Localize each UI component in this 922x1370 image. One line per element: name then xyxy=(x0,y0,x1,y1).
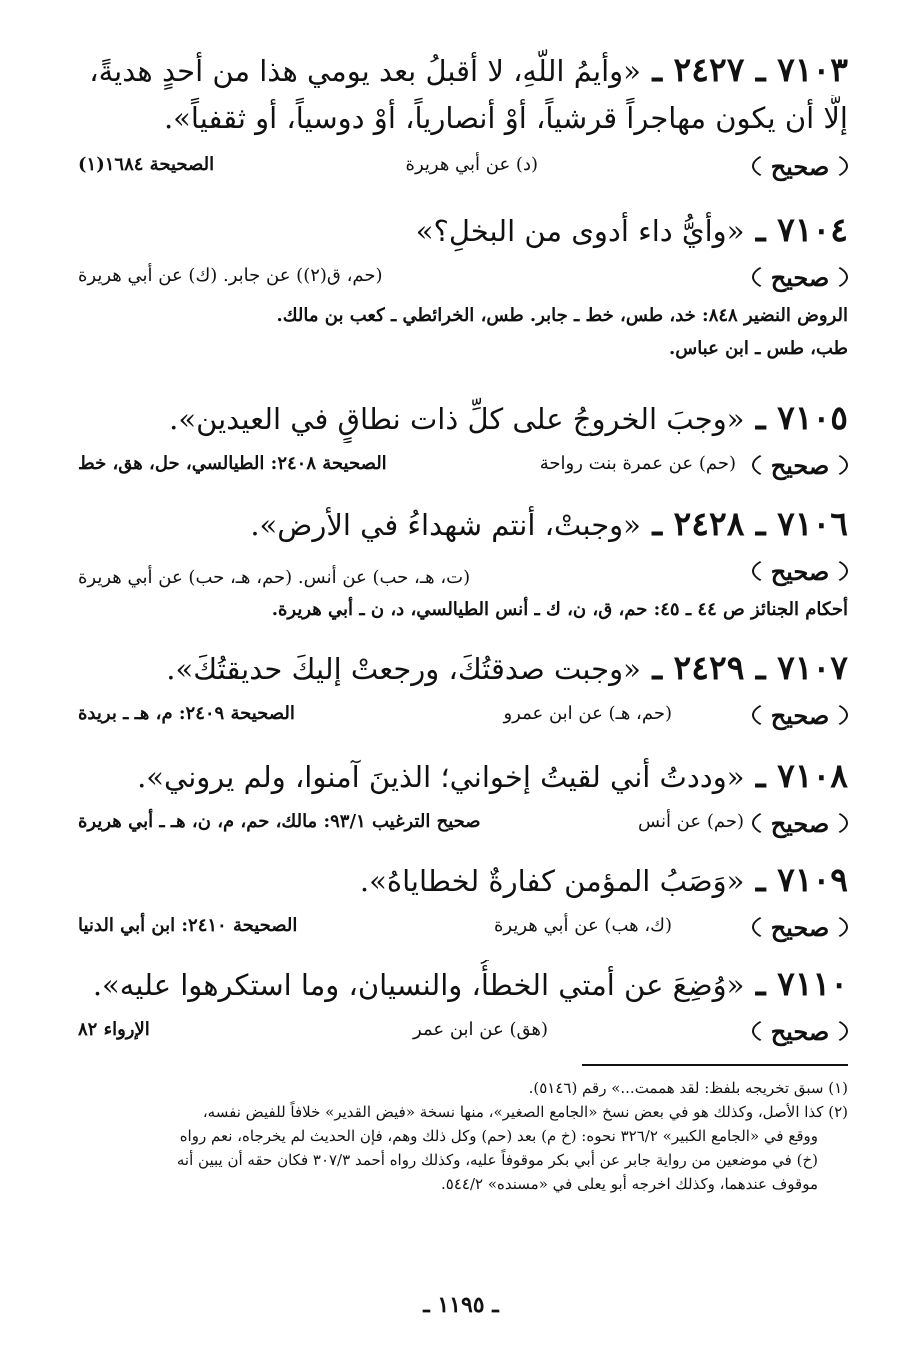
hadith-text-line: ٧١٠٦ ـ ٢٤٢٨ ـ «وجبتْ، أنتم شهداءُ في الأرض». xyxy=(250,504,848,543)
hadith-number: ٧١٠٨ ـ xyxy=(744,756,848,795)
hadith-text-line: إلَّا أن يكون مهاجراً قرشياً، أوْ أنصارياً، أوْ دوسياً، أو ثقفياً». xyxy=(163,101,848,135)
grade-badge: صحيح xyxy=(752,447,848,483)
hadith-entry-7108 xyxy=(78,752,848,845)
hadith-number: ٧١٠٦ ـ ٢٤٢٨ ـ xyxy=(640,504,848,543)
hadith-meta xyxy=(78,148,848,188)
hadith-source: (د) عن أبي هريرة xyxy=(405,154,538,175)
hadith-text-line: ٧١٠٩ ـ «وَصَبُ المؤمن كفارةٌ لخطاياهُ». xyxy=(359,860,848,899)
hadith-number: ٧١٠٣ ـ ٢٤٢٧ ـ xyxy=(640,50,848,89)
hadith-source: (ت، هـ، حب) عن أنس. (حم، هـ، حب) عن أبي هريرة xyxy=(78,567,471,588)
hadith-number: ٧١٠٩ ـ xyxy=(744,860,848,899)
hadith-number: ٧١٠٤ ـ xyxy=(744,210,848,249)
hadith-source: (حم، هـ) عن ابن عمرو xyxy=(503,703,672,724)
footnotes xyxy=(78,1076,848,1196)
hadith-reference: صحيح الترغيب ٩٣/١: مالك، حم، م، ن، هـ ـ أبي هريرة xyxy=(78,811,481,832)
hadith-reference: الصحيحة ٢٤١٠: ابن أبي الدنيا xyxy=(78,915,298,936)
hadith-reference: الإرواء ٨٢ xyxy=(78,1019,150,1040)
hadith-source: (هق) عن ابن عمر xyxy=(413,1019,548,1040)
hadith-source: (ك، هب) عن أبي هريرة xyxy=(494,915,672,936)
footnote-divider xyxy=(582,1064,848,1066)
hadith-entry-7103 xyxy=(78,46,848,188)
hadith-text-line: ٧١٠٣ ـ ٢٤٢٧ ـ «وأيمُ اللّهِ، لا أقبلُ بعد يومي هذا من أحدٍ هديةً، xyxy=(89,50,848,89)
hadith-text-line: ٧١٠٥ ـ «وجبَ الخروجُ على كلِّ ذات نطاقٍ في العيدين». xyxy=(169,398,848,437)
hadith-meta xyxy=(78,447,848,487)
hadith-number: ٧١٠٥ ـ xyxy=(744,398,848,437)
hadith-source: (حم) عن عمرة بنت رواحة xyxy=(539,453,736,474)
takhrij-line: أحكام الجنائز ص ٤٤ ـ ٤٥: حم، ق، ن، ك ـ أنس الطيالسي، د، ن ـ أبي هريرة. xyxy=(271,599,848,620)
hadith-entry-7104 xyxy=(78,206,848,365)
hadith-text-line: ٧١٠٧ ـ ٢٤٢٩ ـ «وجبت صدقتُكَ، ورجعتْ إليكَ حديقتُكَ». xyxy=(166,648,848,687)
hadith-reference: الصحيحة ٢٤٠٩: م، هـ ـ بريدة xyxy=(78,703,295,724)
takhrij-line: طب، طس ـ ابن عباس. xyxy=(668,338,848,359)
hadith-reference: الصحيحة ١٦٨٤(١) xyxy=(78,154,215,175)
hadith-number: ٧١١٠ ـ xyxy=(744,964,848,1003)
hadith-text-line: ٧١١٠ ـ «وُضِعَ عن أمتي الخطأُ، والنسيان، وما استكرهوا عليه». xyxy=(92,964,848,1003)
grade-badge: صحيح xyxy=(752,148,848,184)
page-number: ـ ١١٩٥ ـ xyxy=(423,1292,499,1318)
hadith-meta xyxy=(78,697,848,737)
takhrij-line: الروض النضير ٨٤٨: خد، طس، خط ـ جابر. طس، الخرائطي ـ كعب بن مالك. xyxy=(276,305,848,326)
hadith-meta xyxy=(78,259,848,299)
grade-badge: صحيح xyxy=(752,259,848,295)
hadith-source: (حم) عن أنس xyxy=(638,811,744,832)
hadith-number: ٧١٠٧ ـ ٢٤٢٩ ـ xyxy=(640,648,848,687)
hadith-entry-7106 xyxy=(78,500,848,626)
hadith-source: (حم، ق(٢)) عن جابر. (ك) عن أبي هريرة xyxy=(78,265,383,286)
grade-badge: صحيح xyxy=(752,805,848,841)
hadith-text-line: ٧١٠٨ ـ «وددتُ أني لقيتُ إخواني؛ الذينَ آمنوا، ولم يروني». xyxy=(137,756,848,795)
hadith-entry-7107 xyxy=(78,644,848,737)
footnote-1: (١) سبق تخريجه بلفظ: لقد هممت...» رقم (٥١٤٦). xyxy=(528,1079,848,1097)
footnote-2-continued: موقوف عندهما، وكذلك اخرجه أبو يعلى في «مسنده» ٥٤٤/٢. xyxy=(441,1175,818,1193)
hadith-meta xyxy=(78,553,848,593)
footnote-2: (٢) كذا الأصل، وكذلك هو في بعض نسخ «الجامع الصغير»، منها نسخة «فيض القدير» خلافاً للفيض نفسه، xyxy=(202,1103,848,1121)
grade-badge: صحيح xyxy=(752,1013,848,1049)
footnote-2-continued: (خ) في موضعين من رواية جابر عن أبي بكر موقوفاً عليه، وكذلك رواه أحمد ٣٠٧/٣ فكان حقه أن يبين أنه xyxy=(176,1151,818,1169)
hadith-meta xyxy=(78,909,848,949)
hadith-entry-7105 xyxy=(78,394,848,487)
hadith-meta xyxy=(78,805,848,845)
hadith-meta xyxy=(78,1013,848,1053)
hadith-entry-7109 xyxy=(78,856,848,949)
hadith-entry-7110 xyxy=(78,960,848,1053)
grade-badge: صحيح xyxy=(752,909,848,945)
footnote-2-continued: ووقع في «الجامع الكبير» ٣٢٦/٢ نحوه: (خ م) بعد (حم) وكل ذلك وهم، فإن الحديث لم يخرجاه، نعم رواه xyxy=(179,1127,818,1145)
grade-badge: صحيح xyxy=(752,553,848,589)
hadith-text-line: ٧١٠٤ ـ «وأيُّ داء أدوى من البخلِ؟» xyxy=(415,210,848,249)
hadith-reference: الصحيحة ٢٤٠٨: الطيالسي، حل، هق، خط xyxy=(78,453,387,474)
grade-badge: صحيح xyxy=(752,697,848,733)
